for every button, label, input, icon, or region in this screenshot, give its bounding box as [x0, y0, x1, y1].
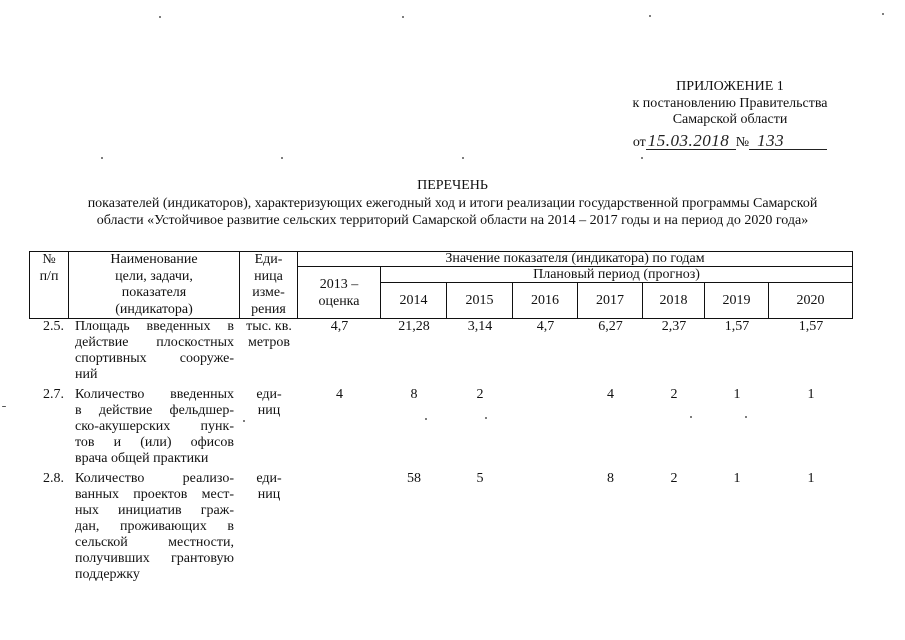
unit-of-measure	[240, 471, 298, 583]
resolution-date: 15.03.2018	[646, 132, 736, 150]
header-year-2015: 2015	[447, 283, 513, 319]
scan-speck	[159, 16, 161, 18]
unit-line: еди-	[256, 387, 282, 402]
resolution-line-1: к постановлению Правительства	[632, 95, 828, 111]
resolution-number: 133	[749, 132, 827, 150]
table-header	[29, 251, 853, 319]
indicator-name-line: ний	[75, 367, 98, 382]
header-year-2018: 2018	[643, 283, 705, 319]
scan-speck	[243, 420, 245, 422]
scan-speck	[690, 416, 692, 418]
title-line-2: области «Устойчивое развитие сельских территорий Самарской области на 2014 – 2017 годы и на период до 2020 года»	[96, 213, 809, 228]
value-2015: 2	[476, 387, 484, 402]
value-2014: 8	[410, 387, 418, 402]
indicator-name-line: поддержку	[75, 567, 140, 582]
title-heading: ПЕРЕЧЕНЬ	[417, 178, 488, 193]
scan-speck	[882, 13, 884, 15]
scan-speck	[101, 157, 103, 159]
header-unit-line: изме-	[252, 285, 285, 300]
indicator-name-line: в действие фельдшер-	[75, 403, 234, 418]
header-name-line: (индикатора)	[115, 301, 193, 317]
scan-speck	[425, 418, 427, 420]
date-prefix: от	[632, 134, 646, 150]
indicator-name-line: Количество реализо-	[75, 471, 234, 486]
number-prefix: №	[735, 134, 750, 150]
row-number: 2.8.	[43, 471, 64, 486]
value-2017: 4	[607, 387, 614, 402]
table-body	[30, 319, 853, 587]
value-2015: 3,14	[467, 319, 493, 334]
header-number	[30, 252, 69, 319]
header-unit-line: рения	[251, 301, 286, 317]
value-2016	[513, 387, 578, 467]
header-values-group-label: Значение показателя (индикатора) по годам	[445, 251, 705, 266]
header-year-2017: 2017	[578, 283, 643, 319]
unit-line: ниц	[257, 487, 281, 502]
table-row	[30, 319, 853, 387]
indicator-name-line: действие плоскостных	[75, 335, 234, 350]
scan-speck	[649, 15, 651, 17]
indicator-name-line: дан, проживающих в	[75, 519, 234, 534]
header-unit-line: Еди-	[254, 252, 283, 267]
header-number-line: п/п	[39, 268, 59, 284]
row-number: 2.7.	[43, 387, 64, 402]
indicator-name-line: врача общей практики	[75, 451, 209, 466]
indicator-name-line: Количество введенных	[75, 387, 234, 402]
header-values-group	[298, 252, 853, 267]
value-2013	[298, 471, 381, 583]
header-estimate-2013	[298, 267, 381, 319]
table-row	[30, 471, 853, 587]
scan-speck	[745, 416, 747, 418]
value-2019: 1	[733, 387, 741, 402]
appendix-block	[610, 79, 850, 151]
indicator-name-line: Площадь введенных в	[75, 319, 234, 334]
header-name-line: показателя	[121, 285, 187, 300]
scan-speck	[2, 406, 6, 407]
document-title	[0, 177, 905, 230]
unit-of-measure	[240, 319, 298, 383]
indicator-name-line: спортивных сооруже-	[75, 351, 234, 366]
indicator-name	[69, 471, 240, 583]
resolution-line-2: Самарской области	[672, 112, 788, 127]
header-name	[69, 252, 240, 319]
value-2018: 2,37	[661, 319, 687, 334]
indicator-name-line: ных инициатив граж-	[75, 503, 234, 518]
value-2019: 1	[733, 471, 741, 486]
indicator-name-line: ско-акушерских пунк-	[75, 419, 234, 434]
unit-line: метров	[248, 335, 290, 350]
indicator-name-line: получивших грантовую	[75, 551, 234, 566]
value-2013: 4	[336, 387, 343, 402]
indicator-name-line: сельской местности,	[75, 535, 234, 550]
value-2013: 4,7	[330, 319, 349, 334]
scan-speck	[281, 157, 283, 159]
header-number-line: №	[42, 252, 56, 267]
value-2020: 1,57	[798, 319, 824, 334]
scan-speck	[485, 417, 487, 419]
indicator-name-line: ванных проектов мест-	[75, 487, 234, 502]
value-2019: 1,57	[724, 319, 750, 334]
header-name-line: Наименование	[110, 252, 198, 267]
value-2017: 6,27	[598, 319, 623, 334]
resolution-date-line	[610, 132, 850, 152]
value-2018: 2	[670, 471, 678, 486]
indicator-name-line: тов и (или) офисов	[75, 435, 234, 450]
header-estimate-line: оценка	[318, 293, 360, 309]
scan-speck	[641, 157, 643, 159]
header-planned-period	[381, 267, 853, 283]
value-2016	[513, 471, 578, 583]
value-2017: 8	[607, 471, 614, 486]
value-2020: 1	[807, 471, 815, 486]
indicator-name	[69, 319, 240, 383]
row-number: 2.5.	[43, 319, 64, 334]
scan-speck	[402, 16, 404, 18]
header-year-2020: 2020	[769, 283, 853, 319]
table-row	[30, 387, 853, 471]
unit-line: ниц	[257, 403, 281, 418]
value-2018: 2	[670, 387, 678, 402]
header-year-2016: 2016	[513, 283, 578, 319]
header-name-line: цели, задачи,	[115, 268, 193, 284]
appendix-title: ПРИЛОЖЕНИЕ 1	[676, 79, 784, 94]
header-unit-line: ница	[254, 268, 283, 284]
unit-line: тыс. кв.	[246, 319, 292, 334]
value-2014: 58	[407, 471, 421, 486]
header-year-2019: 2019	[705, 283, 769, 319]
value-2020: 1	[807, 387, 815, 402]
value-2014: 21,28	[398, 319, 430, 334]
header-unit	[240, 252, 298, 319]
value-2016: 4,7	[536, 319, 555, 334]
header-estimate-line: 2013 –	[319, 276, 359, 292]
title-line-1: показателей (индикаторов), характеризующих ежегодный ход и итоги реализации государственной программы Самарской	[87, 195, 818, 211]
unit-line: еди-	[256, 471, 282, 486]
header-year-2014: 2014	[381, 283, 447, 319]
indicator-name	[69, 387, 240, 467]
scan-speck	[462, 157, 464, 159]
header-planned-period-label: Плановый период (прогноз)	[533, 266, 700, 282]
value-2015: 5	[476, 471, 484, 486]
unit-of-measure	[240, 387, 298, 467]
